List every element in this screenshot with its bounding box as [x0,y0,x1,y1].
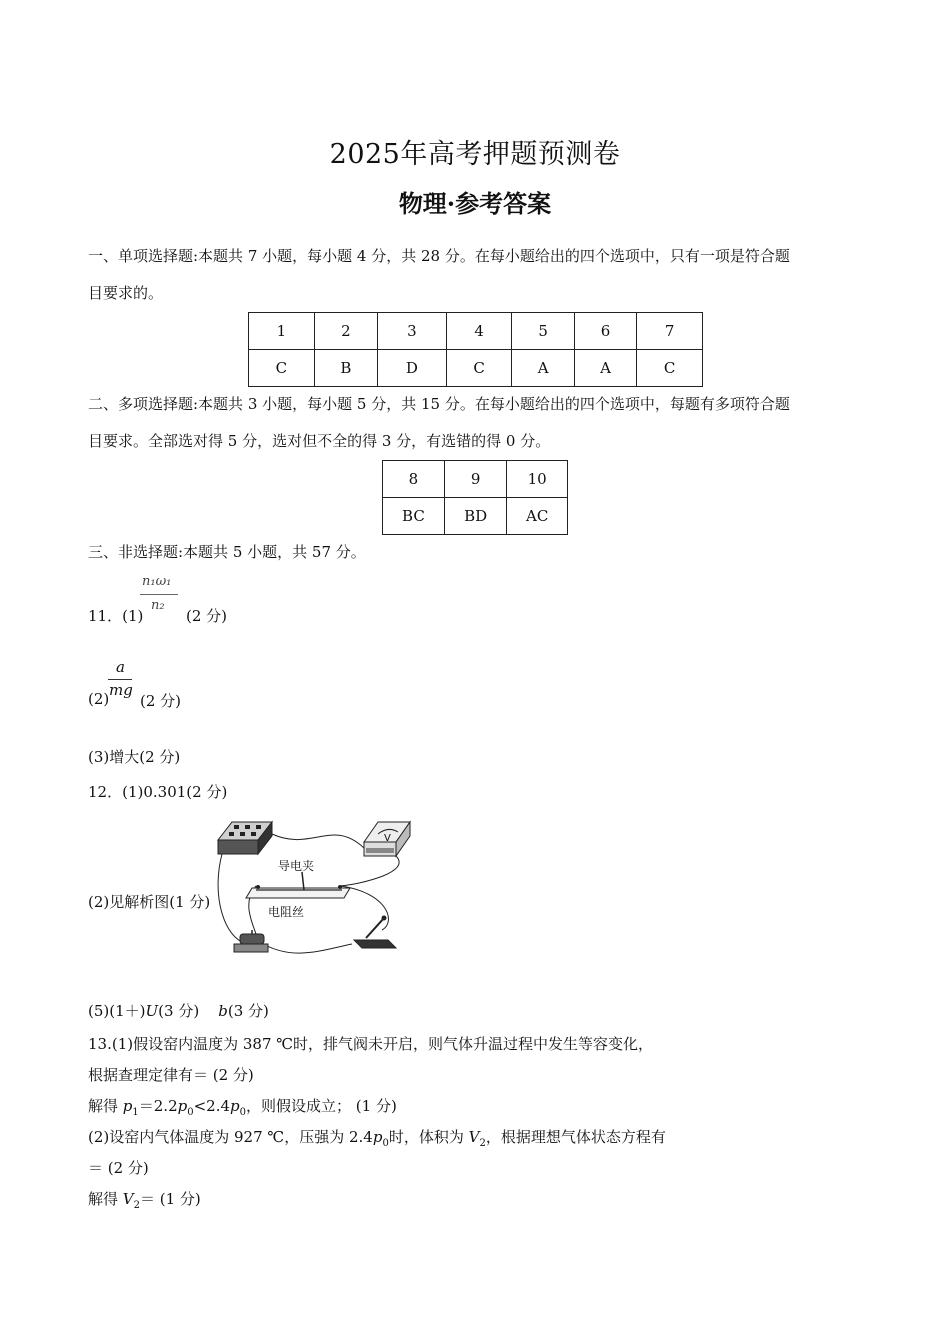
text: ，根据理想气体状态方程有 [485,1128,666,1146]
text: 解得 [88,1190,123,1208]
text: ＝ (1 分) [140,1190,201,1208]
var-p: p [122,1097,133,1115]
q12-part5-score-a: (3 分) [158,1002,200,1020]
text: 时，体积为 [388,1128,469,1146]
table-cell: 1 [249,313,315,350]
q13-line6 [88,1188,201,1211]
table-row-numbers [249,313,703,350]
text: ＝2.2 [138,1097,178,1115]
subscript: 0 [187,1107,194,1118]
q13-line5: ＝ (2 分) [88,1159,149,1177]
q12-part1: 12．(1)0.301(2 分) [88,783,228,801]
subscript: 2 [479,1138,486,1149]
voltmeter-icon [364,822,410,856]
q13-line4 [88,1126,666,1149]
switch-icon [354,916,396,949]
clip-label: 导电夹 [278,859,315,873]
var-v: V [122,1190,134,1208]
table-row-answers [383,498,568,535]
section1-instructions-line1: 一、单项选择题:本题共 7 小题，每小题 4 分，共 28 分。在每小题给出的四个选项中，只有一项是符合题 [88,247,790,265]
subscript: 2 [133,1200,140,1211]
resistance-wire-board-icon [246,872,350,898]
q11-part1-score: (2 分) [186,607,228,625]
rheostat-icon [234,930,268,952]
table-cell: 6 [574,313,636,350]
q12-part5-var-u: U [145,1002,159,1020]
subscript: 0 [382,1138,389,1149]
fraction-numerator: n₁ω₁ [142,574,172,589]
section1-instructions-line2: 目要求的。 [88,284,164,302]
var-p: p [177,1097,188,1115]
table-cell: AC [507,498,568,535]
table-cell: C [446,350,512,387]
table-cell: 2 [314,313,377,350]
section3-instructions: 三、非选择题:本题共 5 小题，共 57 分。 [88,543,366,561]
page-subtitle: 物理·参考答案 [398,189,552,218]
voltmeter-label: V [384,833,391,844]
section2-instructions-line2: 目要求。全部选对得 5 分，选对但不全的得 3 分，有选错的得 0 分。 [88,432,551,450]
var-p: p [230,1097,240,1115]
q11-part1-label: 11．(1) [88,607,144,625]
page-title: 2025年高考押题预测卷 [329,139,621,170]
circuit-diagram [212,812,416,958]
table-cell: 7 [637,313,703,350]
wire-label: 电阻丝 [268,905,305,919]
q11-part3: (3)增大(2 分) [88,748,181,766]
battery-box-icon [218,822,272,854]
q11-part1-fraction [140,574,180,616]
table-cell: C [249,350,315,387]
q12-part5-text-a: (5)(1＋) [88,1002,146,1020]
table-cell: C [637,350,703,387]
table-cell: 10 [507,461,568,498]
section2-instructions-line1: 二、多项选择题:本题共 3 小题，每小题 5 分，共 15 分。在每小题给出的四个选项中，每题有多项符合题 [88,395,790,413]
table-row-answers [249,350,703,387]
fraction-bar [108,679,132,680]
q13-line2: 根据查理定律有＝ (2 分) [88,1066,254,1084]
q12-part2: (2)见解析图(1 分) [88,893,211,911]
fraction-numerator: a [116,658,125,676]
var-p: p [372,1128,383,1146]
text: ，则假设成立； (1 分) [246,1097,397,1115]
var-v: V [468,1128,480,1146]
q11-part2-fraction [106,658,136,700]
q12-part5-var-b: b [218,1002,228,1020]
table-cell: A [512,350,574,387]
table-cell: BC [383,498,445,535]
fraction-denominator: mg [109,681,133,699]
text: 解得 [88,1097,123,1115]
q13-line3 [88,1095,397,1118]
table-cell: 5 [512,313,574,350]
table-cell: D [378,350,447,387]
q11-part2-label: (2) [88,690,110,708]
table-cell: B [314,350,377,387]
table-cell: BD [444,498,507,535]
subscript: 0 [239,1107,247,1118]
table-cell: 3 [378,313,447,350]
subscript: 1 [132,1107,139,1118]
q11-part2-score: (2 分) [140,692,182,710]
q13-line1: 13.(1)假设窑内温度为 387 ℃时，排气阀未开启，则气体升温过程中发生等容变化， [88,1035,654,1053]
fraction-bar [140,594,178,595]
multiple-choice-answer-table [382,460,568,535]
q12-part5 [88,1000,269,1021]
table-cell: 9 [444,461,507,498]
text: (2)设窑内气体温度为 927 ℃，压强为 2.4 [88,1128,373,1146]
text: <2.4 [193,1097,231,1115]
table-row-numbers [383,461,568,498]
fraction-denominator: n₂ [151,598,165,613]
table-cell: A [574,350,636,387]
q12-part5-score-b: (3 分) [227,1002,269,1020]
single-choice-answer-table [248,312,703,387]
table-cell: 8 [383,461,445,498]
table-cell: 4 [446,313,512,350]
